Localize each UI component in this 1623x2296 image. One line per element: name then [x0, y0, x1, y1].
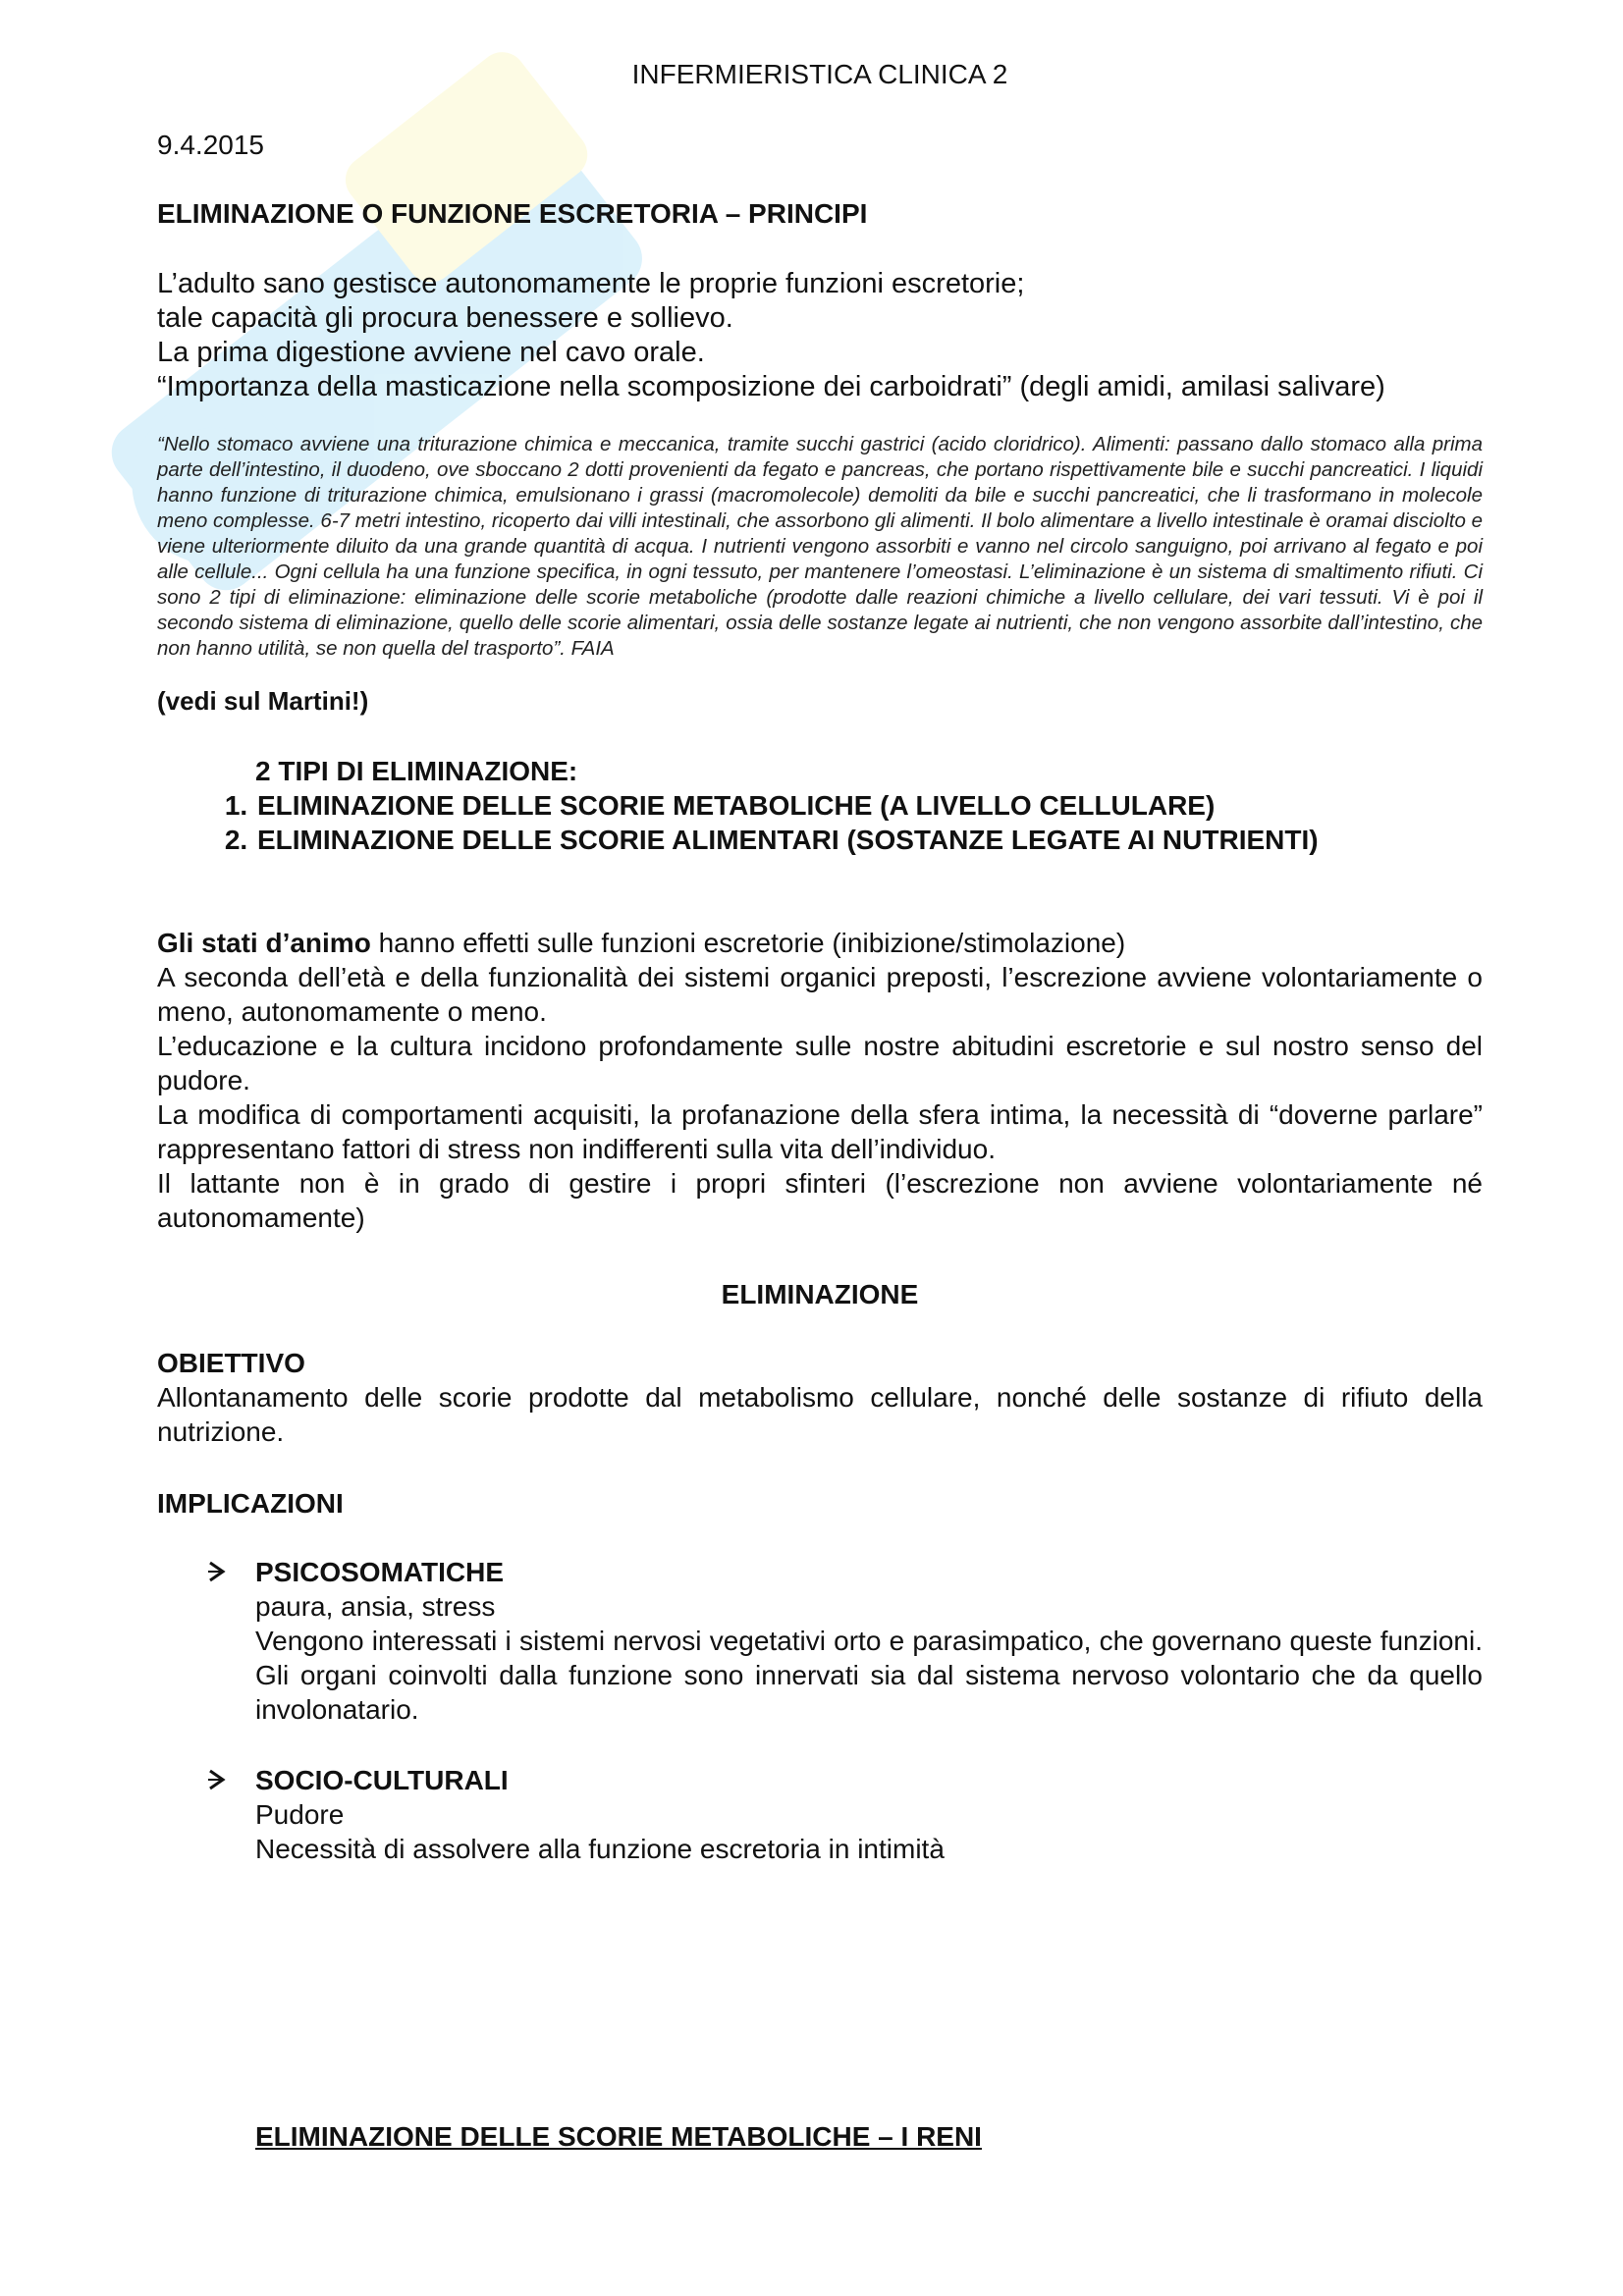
bullet-line: Necessità di assolvere alla funzione escretoria in intimità — [255, 1834, 945, 1864]
paragraph: A seconda dell’età e della funzionalità dei sistemi organici preposti, l’escrezione avviene volontariamente o meno, autonomamente o meno. — [157, 962, 1483, 1027]
bullet-paragraph: Vengono interessati i sistemi nervosi vegetativi orto e parasimpatico, che governano queste funzioni. Gli organi coinvolti dalla funzione sono innervati sia dal sistema nervoso volontario che da quello involonatario. — [255, 1626, 1483, 1725]
tipi-ordered-list — [157, 788, 1483, 857]
intro-line: tale capacità gli procura benessere e sollievo. — [157, 302, 733, 334]
reni-heading: ELIMINAZIONE DELLE SCORIE METABOLICHE – I RENI — [255, 2121, 982, 2152]
tipi-heading: 2 TIPI DI ELIMINAZIONE: — [255, 756, 578, 786]
bullet-title: PSICOSOMATICHE — [255, 1557, 505, 1587]
reference-note: (vedi sul Martini!) — [157, 686, 369, 716]
lead-rest: hanno effetti sulle funzioni escretorie (inibizione/stimolazione) — [370, 928, 1126, 958]
bullet-socioculturali — [157, 1763, 1483, 1866]
implicazioni-label: IMPLICAZIONI — [157, 1488, 344, 1519]
paragraph: La modifica di comportamenti acquisiti, la profanazione della sfera intima, la necessità di “doverne parlare” rappresentano fattori di stress non indifferenti sulla vita dell’individuo. — [157, 1099, 1483, 1164]
bullet-psicosomatiche — [157, 1555, 1483, 1727]
intro-line: La prima digestione avviene nel cavo orale. — [157, 337, 705, 368]
section-title: ELIMINAZIONE O FUNZIONE ESCRETORIA – PRINCIPI — [157, 198, 868, 229]
bullet-line: paura, ansia, stress — [255, 1591, 496, 1622]
page-header: INFERMIERISTICA CLINICA 2 — [631, 59, 1008, 89]
lesson-date: 9.4.2015 — [157, 130, 264, 160]
document-page — [157, 0, 1483, 2296]
quote-paragraph: “Nello stomaco avviene una triturazione chimica e meccanica, tramite succhi gastrici (acido cloridrico). Alimenti: passano dallo stomaco alla prima parte dell’intestino, il duodeno, ove sboccano 2 dotti provenienti da fegato e pancreas, che portano rispettivamente bile e succhi pancreatici. I liquidi hanno funzione di triturazione chimica, emulsionano i grassi (macromolecole) demoliti da bile e succhi pancreatici, che li trasformano in molecole meno complesse. 6-7 metri intestino, ricoperto dai villi intestinali, che assorbono gli alimenti. Il bolo alimentare a livello intestinale è oramai disciolto e viene ulteriormente diluito da una grande quantità di acqua. I nutrienti vengono assorbiti e vanno nel circolo sanguigno, poi arrivano al fegato e poi alle cellule... Ogni cellula ha una funzione specifica, in ogni tessuto, per mantenere l’omeostasi. L’eliminazione è un sistema di smaltimento rifiuti. Ci sono 2 tipi di eliminazione: eliminazione delle scorie metaboliche (prodotte dalle reazioni chimiche a livello cellulare, dei vari tessuti. Vi è poi il secondo sistema di eliminazione, quello delle scorie alimentari, ossia delle sostanze legate ai nutrienti, che non vengono assorbite dall’intestino, che non hanno utilità, se non quella del trasporto”. FAIA — [157, 433, 1483, 660]
list-item: 1. ELIMINAZIONE DELLE SCORIE METABOLICHE (A LIVELLO CELLULARE) — [255, 788, 1483, 823]
intro-line: “Importanza della masticazione nella scomposizione dei carboidrati” (degli amidi, amilasi salivare) — [157, 371, 1385, 402]
obiettivo-block — [157, 1346, 1483, 1449]
eliminazione-heading: ELIMINAZIONE — [721, 1279, 919, 1309]
list-item: 2. ELIMINAZIONE DELLE SCORIE ALIMENTARI (SOSTANZE LEGATE AI NUTRIENTI) — [255, 823, 1483, 857]
paragraph — [157, 926, 1483, 960]
bold-lead: Gli stati d’animo — [157, 928, 371, 958]
paragraph: L’educazione e la cultura incidono profondamente sulle nostre abitudini escretorie e sul nostro senso del pudore. — [157, 1031, 1483, 1095]
stati-block — [157, 926, 1483, 1235]
arrow-bullet-icon — [206, 1557, 228, 1586]
obiettivo-text: Allontanamento delle scorie prodotte dal metabolismo cellulare, nonché delle sostanze di rifiuto della nutrizione. — [157, 1382, 1483, 1447]
intro-block — [157, 267, 1385, 404]
intro-line: L’adulto sano gestisce autonomamente le proprie funzioni escretorie; — [157, 268, 1025, 299]
tipi-list — [157, 754, 1483, 857]
paragraph: Il lattante non è in grado di gestire i propri sfinteri (l’escrezione non avviene volontariamente né autonomamente) — [157, 1168, 1483, 1233]
bullet-line: Pudore — [255, 1799, 345, 1830]
bullet-title: SOCIO-CULTURALI — [255, 1765, 509, 1795]
obiettivo-label: OBIETTIVO — [157, 1348, 305, 1378]
arrow-bullet-icon — [206, 1765, 228, 1794]
